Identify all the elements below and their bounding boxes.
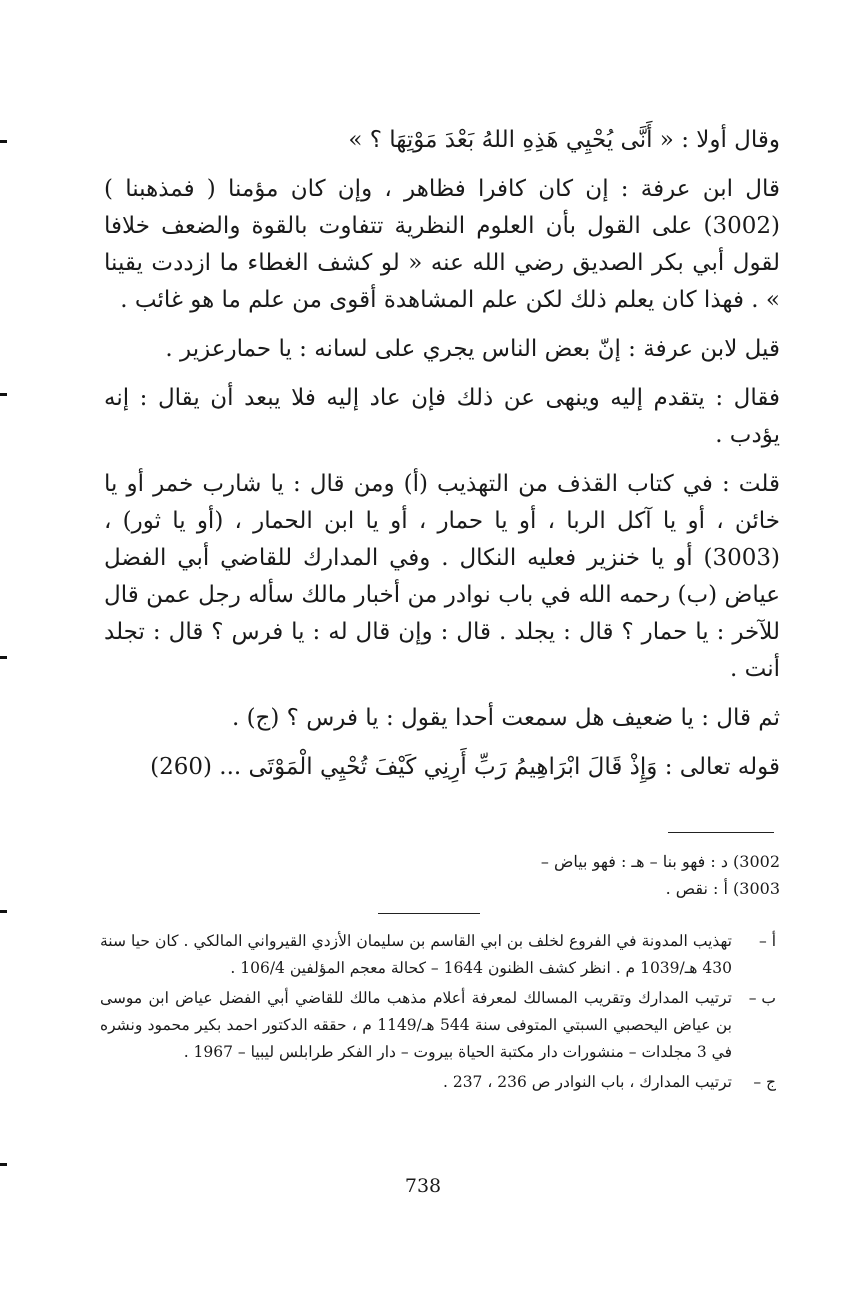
references <box>100 928 776 1099</box>
edge-mark <box>0 140 7 143</box>
reference-item <box>100 928 776 982</box>
variant-note: 3002) د : فهو بنا – هـ : فهو بياض – <box>540 852 780 871</box>
edge-mark <box>0 910 7 913</box>
main-text <box>104 122 780 798</box>
edge-mark <box>0 656 7 659</box>
variant-notes <box>160 848 780 902</box>
edge-mark <box>0 393 7 396</box>
edge-mark <box>0 1163 7 1166</box>
reference-item <box>100 1069 776 1096</box>
variant-notes-divider <box>668 832 774 833</box>
variant-note: 3003) أ : نقص . <box>665 879 780 898</box>
reference-text: ترتيب المدارك ، باب النوادر ص 236 ، 237 . <box>442 1073 732 1091</box>
paragraph: وقال أولا : « أَنَّى يُحْيِي هَذِهِ اللهُ بَعْدَ مَوْتِهَا ؟ » <box>348 127 780 153</box>
paragraph: فقال : يتقدم إليه وينهى عن ذلك فإن عاد إليه فلا يبعد أن يقال : إنه يؤدب . <box>104 385 780 448</box>
reference-text: ترتيب المدارك وتقريب المسالك لمعرفة أعلام مذهب مالك للقاضي أبي الفضل عياض ابن موسى بن عياض اليحصبي السبتي المتوفى سنة 544 هـ/1149 م ، حققه الدكتور احمد بكير محمود ونشره في 3 مجلدات – منشورات دار مكتبة الحياة بيروت – دار الفكر طرابلس ليبيا – 1967 . <box>100 989 732 1061</box>
reference-label: أ – <box>759 932 776 950</box>
reference-label: ج – <box>753 1073 776 1091</box>
references-divider <box>378 913 480 914</box>
reference-label: ب – <box>748 989 776 1007</box>
reference-text: تهذيب المدونة في الفروع لخلف بن ابي القاسم بن سليمان الأزدي القيرواني المالكي . كان حيا سنة 430 هـ/1039 م . انظر كشف الظنون 1644 – كحالة معجم المؤلفين 106/4 . <box>100 932 732 977</box>
paragraph: قيل لابن عرفة : إنّ بعض الناس يجري على لسانه : يا حمارعزير . <box>165 336 780 362</box>
paragraph: قلت : في كتاب القذف من التهذيب (أ) ومن قال : يا شارب خمر أو يا خائن ، أو يا آكل الربا ، أو يا حمار ، أو يا ابن الحمار ، (أو يا ثور) ، (3003) أو يا خنزير فعليه النكال . وفي المدارك للقاضي أبي الفضل عياض (ب) رحمه الله في باب نوادر من أخبار مالك سأله رجل عمن قال للآخر : يا حمار ؟ قال : يجلد . قال : وإن قال له : يا فرس ؟ قال : تجلد أنت . <box>104 471 780 682</box>
reference-item <box>100 985 776 1066</box>
paragraph: ثم قال : يا ضعيف هل سمعت أحدا يقول : يا فرس ؟ (ج) . <box>231 705 780 731</box>
paragraph: قال ابن عرفة : إن كان كافرا فظاهر ، وإن كان مؤمنا ( فمذهبنا ) (3002) على القول بأن العلوم النظرية تتفاوت بالقوة والضعف خلافا لقول أبي بكر الصديق رضي الله عنه « لو كشف الغطاء ما ازددت يقينا » . فهذا كان يعلم ذلك لكن علم المشاهدة أقوى من علم ما هو غائب . <box>104 176 780 313</box>
paragraph: قوله تعالى : وَإِذْ قَالَ ابْرَاهِيمُ رَبِّ أَرِنِي كَيْفَ تُحْيِي الْمَوْتَى ... (260) <box>150 754 780 780</box>
page-number: 738 <box>404 1175 442 1197</box>
